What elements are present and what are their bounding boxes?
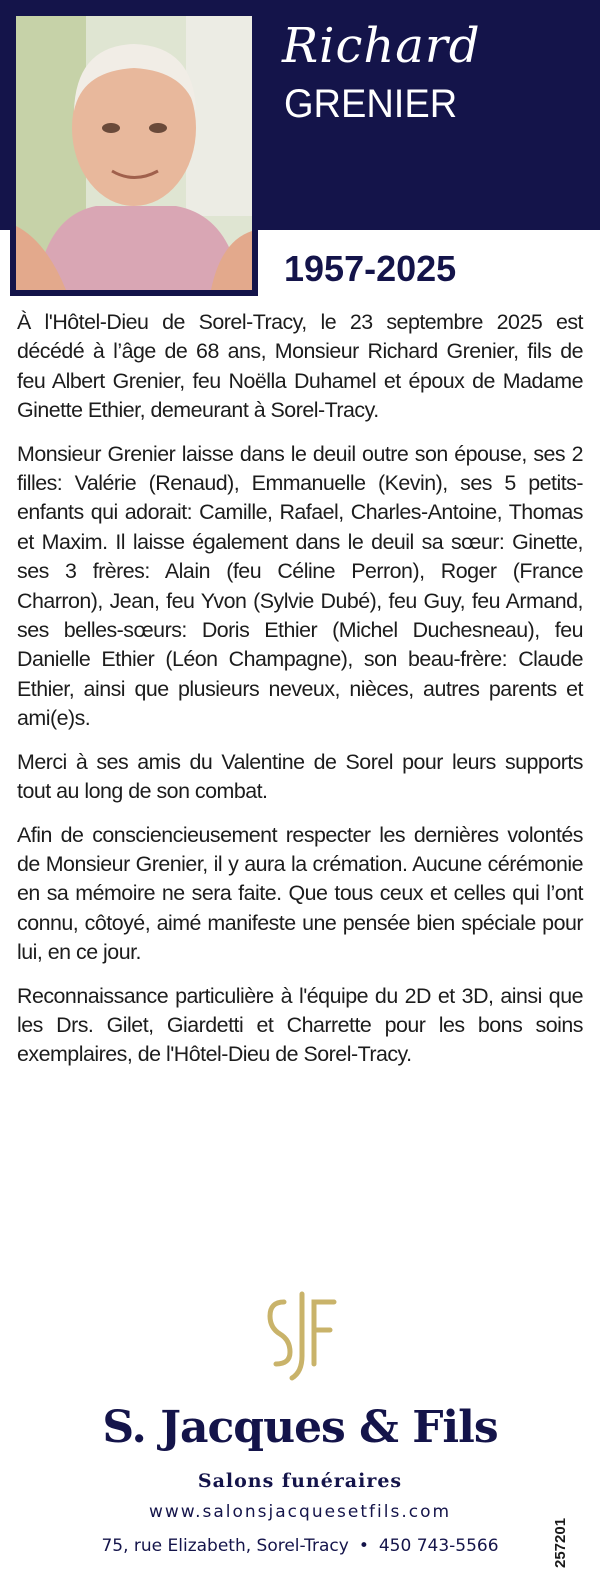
- last-name: GRENIER: [284, 82, 458, 126]
- portrait-photo: [10, 10, 258, 296]
- funeral-home-contact: [0, 1536, 600, 1556]
- life-years: 1957-2025: [284, 248, 457, 289]
- paragraph-cremation: Afin de consciencieusement respecter les dernières volontés de Monsieur Grenier, il y aura la crémation. Aucune cérémonie en sa mémoire ne sera faite. Que tous ceux et celles qui l’ont connu, côtoyé, aimé manifeste une pensée bien spéciale pour lui, en ce jour.: [17, 822, 583, 965]
- ad-reference-number: 257201: [552, 1517, 569, 1568]
- obituary-body: [17, 308, 583, 1084]
- first-name: Richard: [282, 18, 481, 74]
- paragraph-death-notice: À l'Hôtel-Dieu de Sorel-Tracy, le 23 septembre 2025 est décédé à l’âge de 68 ans, Monsieur Richard Grenier, fils de feu Albert Grenier, feu Noëlla Duhamel et époux de Madame Ginette Ethier, demeurant à Sorel-Tracy.: [17, 310, 583, 423]
- funeral-home-brand: S. Jacques & Fils: [102, 1402, 498, 1453]
- portrait-photo-icon: [16, 16, 252, 290]
- funeral-home-address: 75, rue Elizabeth, Sorel-Tracy: [101, 1536, 349, 1556]
- funeral-home-phone[interactable]: 450 743-5566: [378, 1536, 499, 1556]
- paragraph-gratitude: Reconnaissance particulière à l'équipe du 2D et 3D, ainsi que les Drs. Gilet, Giardetti et Charrette pour les bons soins exemplaires, de l'Hôtel-Dieu de Sorel-Tracy.: [17, 983, 583, 1067]
- paragraph-family: Monsieur Grenier laisse dans le deuil outre son épouse, ses 2 filles: Valérie (Renaud), Emmanuelle (Kevin), ses 5 petits-enfants qui adorait: Camille, Rafael, Charles-Antoine, Thomas et Maxim. Il laisse également dans le deuil sa sœur: Ginette, ses 3 frères: Alain (feu Céline Perron), Roger (France Charron), Jean, feu Yvon (Sylvie Dubé), feu Guy, feu Armand, ses belles-sœurs: Doris Ethier (Michel Duchesneau), feu Danielle Ethier (Léon Champagne), son beau-frère: Claude Ethier, ainsi que plusieurs neveux, nièces, autres parents et ami(e)s.: [17, 441, 583, 731]
- paragraph-thanks: Merci à ses amis du Valentine de Sorel pour leurs supports tout au long de son combat.: [17, 749, 583, 804]
- sjf-monogram-logo-icon: [262, 1286, 342, 1386]
- funeral-home-tagline: Salons funéraires: [197, 1470, 403, 1492]
- funeral-home-website[interactable]: www.salonsjacquesetfils.com: [148, 1502, 452, 1522]
- separator-dot: •: [358, 1536, 369, 1556]
